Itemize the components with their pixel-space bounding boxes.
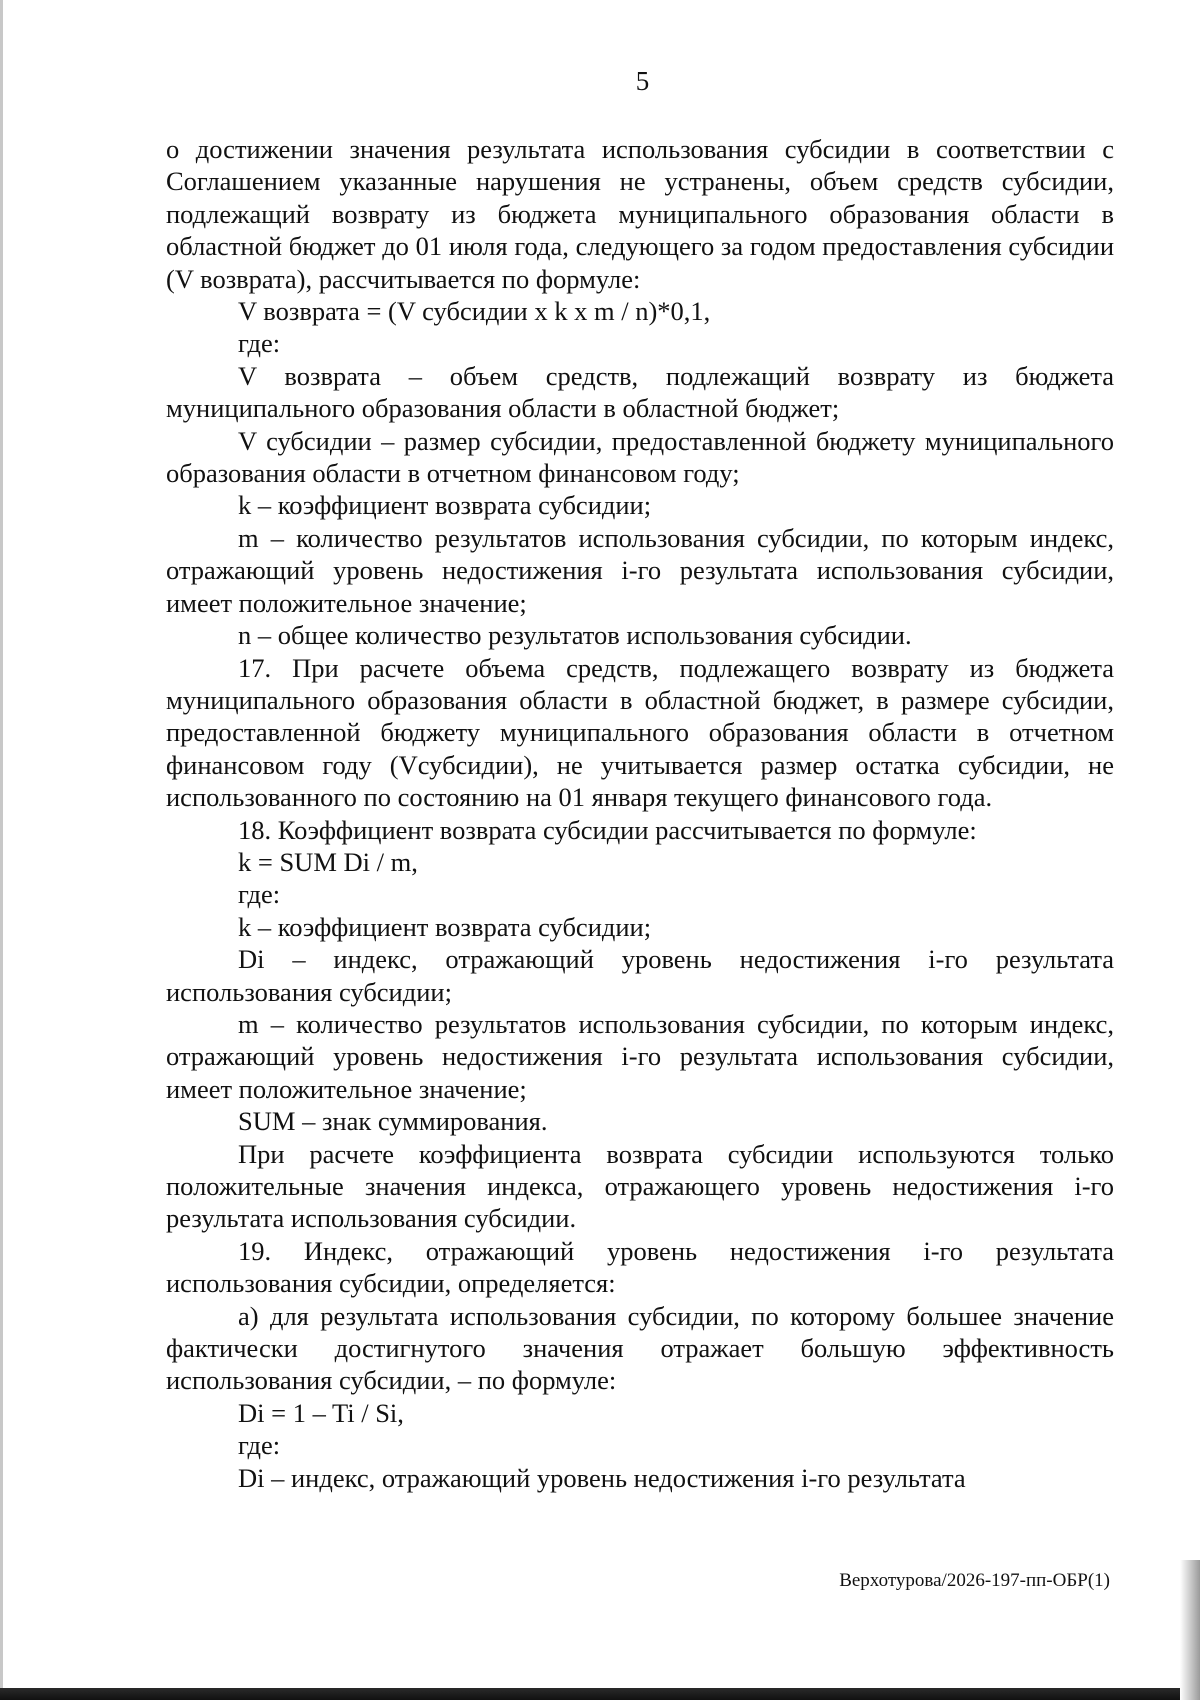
paragraph: n – общее количество результатов использования субсидии.	[238, 620, 912, 651]
paragraph: где:	[238, 328, 281, 359]
scan-edge-shadow	[1180, 1560, 1200, 1700]
paragraph: m – количество результатов использования субсидии, по которым индекс, отражающий уровень недостижения i-го результата использования субсидии, имеет положительное значение;	[166, 1008, 1114, 1104]
paragraph: k – коэффициент возврата субсидии;	[238, 911, 652, 942]
formula-v-return: V возврата = (V субсидии x k x m / n)*0,1,	[238, 296, 711, 327]
scan-edge-bottom	[0, 1688, 1200, 1700]
formula-k: k = SUM Di / m,	[238, 846, 418, 877]
document-body	[166, 133, 1114, 1494]
scan-edge-left	[0, 0, 3, 1700]
paragraph: SUM – знак суммирования.	[238, 1106, 548, 1137]
page-number: 5	[635, 66, 650, 96]
paragraph: Di – индекс, отражающий уровень недостижения i-го результата использования субсидии;	[166, 944, 1114, 1007]
paragraph: k – коэффициент возврата субсидии;	[238, 490, 652, 521]
paragraph: m – количество результатов использования субсидии, по которым индекс, отражающий уровень недостижения i-го результата использования субсидии, имеет положительное значение;	[166, 522, 1114, 618]
footer-document-code: Верхотурова/2026-197-пп-ОБР(1)	[839, 1570, 1110, 1591]
paragraph: V возврата – объем средств, подлежащий возврату из бюджета муниципального образования области в областной бюджет;	[166, 360, 1114, 424]
paragraph: V субсидии – размер субсидии, предоставленной бюджету муниципального образования области в отчетном финансовом году;	[166, 425, 1114, 489]
paragraph: а) для результата использования субсидии, по которому большее значение фактически достигнутого значения отражает большую эффективность использования субсидии, – по формуле:	[166, 1300, 1114, 1396]
paragraph: При расчете коэффициента возврата субсидии используются только положительные значения индекса, отражающего уровень недостижения i-го результата использования субсидии.	[166, 1138, 1114, 1234]
clause-19: 19. Индекс, отражающий уровень недостижения i-го результата использования субсидии, определяется:	[166, 1235, 1114, 1299]
clause-18: 18. Коэффициент возврата субсидии рассчитывается по формуле:	[238, 814, 977, 845]
paragraph: о достижении значения результата использования субсидии в соответствии с Соглашением указанные нарушения не устранены, объем средств субсидии, подлежащий возврату из бюджета муниципального образования области в областной бюджет до 01 июля года, следующего за годом предоставления субсидии (V возврата), рассчитывается по формуле:	[166, 134, 1114, 294]
paragraph: где:	[238, 879, 281, 910]
paragraph: Di – индекс, отражающий уровень недостижения i-го результата	[238, 1462, 966, 1493]
paragraph: где:	[238, 1430, 281, 1461]
formula-di: Di = 1 – Ti / Si,	[238, 1397, 404, 1428]
clause-17: 17. При расчете объема средств, подлежащего возврату из бюджета муниципального образования области в областной бюджет, в размере субсидии, предоставленной бюджету муниципального образования области в отчетном финансовом году (Vсубсидии), не учитывается размер остатка субсидии, не использованного по состоянию на 01 января текущего финансового года.	[166, 652, 1114, 813]
